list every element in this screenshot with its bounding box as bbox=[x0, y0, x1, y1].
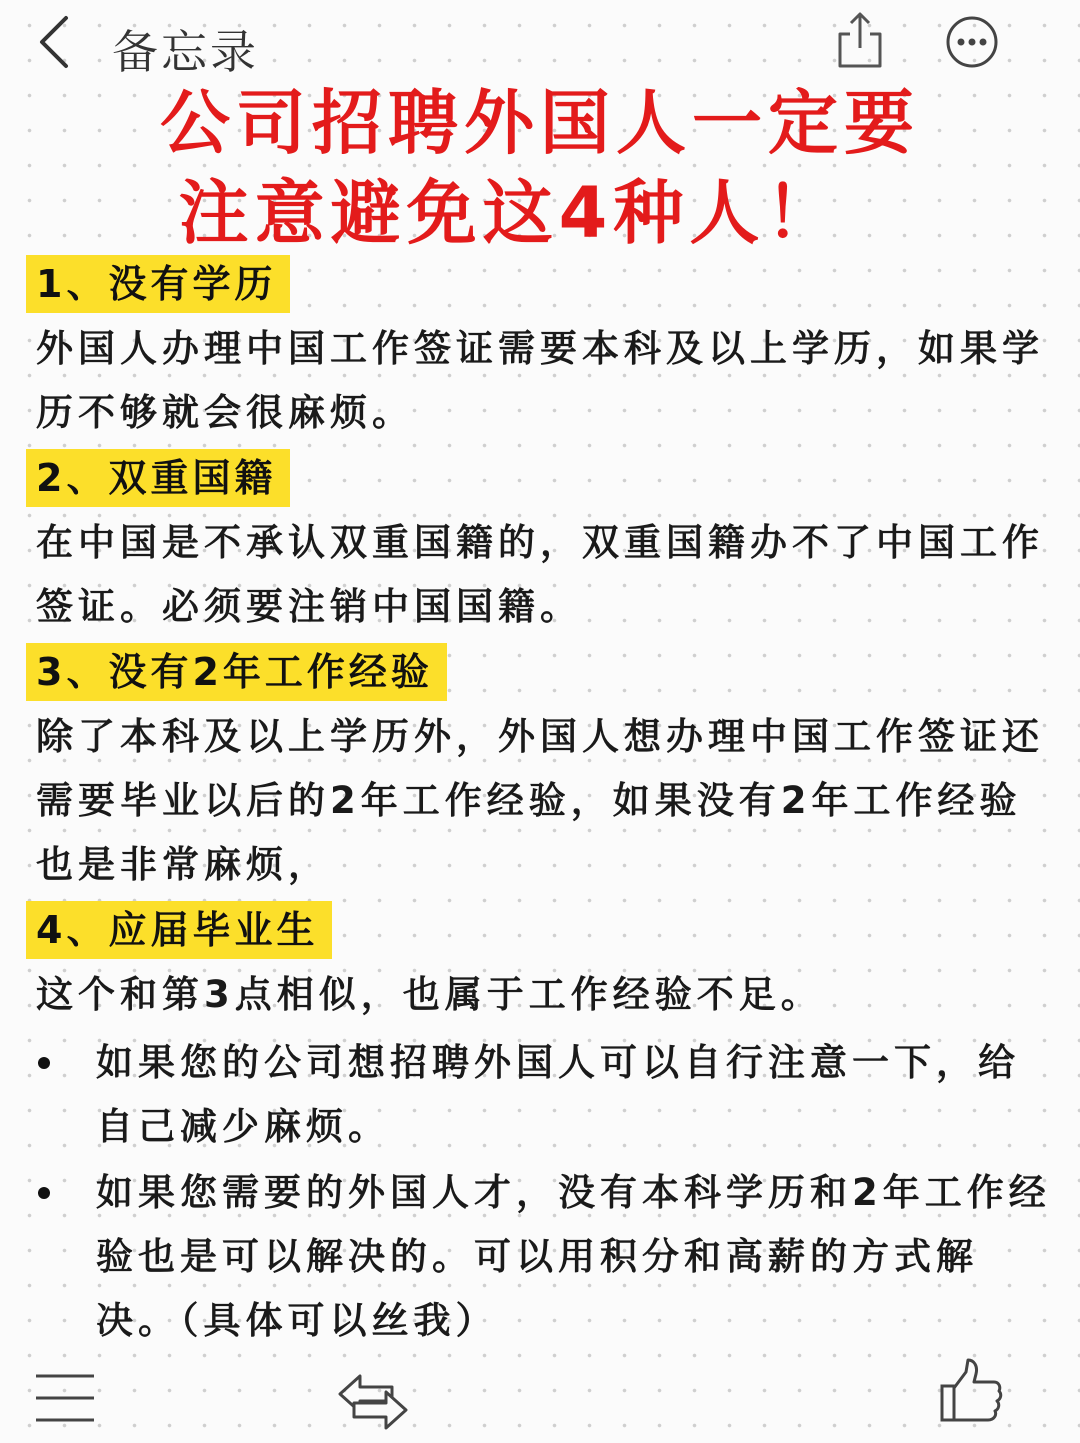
share-button[interactable] bbox=[832, 10, 888, 70]
section-text: 在中国是不承认双重国籍的，双重国籍办不了中国工作签证。必须要注销中国国籍。 bbox=[36, 521, 1044, 628]
bullet-item bbox=[26, 1161, 1056, 1353]
bullet-list bbox=[26, 1031, 1056, 1353]
section-heading: 3、没有2年工作经验 bbox=[26, 643, 447, 701]
title-line-2: 注意避免这4种人！ bbox=[178, 172, 842, 254]
swap-button[interactable] bbox=[336, 1372, 410, 1432]
bullet-text: 如果您需要的外国人才，没有本科学历和2年工作经验也是可以解决的。可以用积分和高薪的方式解决。（具体可以丝我） bbox=[96, 1171, 1051, 1342]
section-heading: 4、应届毕业生 bbox=[26, 901, 332, 959]
swap-arrows-icon bbox=[336, 1372, 410, 1432]
menu-icon bbox=[34, 1370, 96, 1426]
thumbs-up-icon bbox=[938, 1356, 1004, 1426]
note-body bbox=[26, 255, 1056, 1355]
note-title bbox=[0, 78, 1080, 258]
bottom-bar bbox=[0, 1350, 1080, 1443]
chevron-left-icon bbox=[30, 12, 80, 72]
section-text: 除了本科及以上学历外，外国人想办理中国工作签证还需要毕业以后的2年工作经验，如果没有2年工作经验也是非常麻烦， bbox=[36, 715, 1044, 886]
more-button[interactable] bbox=[944, 14, 1000, 70]
section-text: 外国人办理中国工作签证需要本科及以上学历，如果学历不够就会很麻烦。 bbox=[36, 327, 1044, 434]
section-1 bbox=[26, 255, 1056, 445]
more-icon bbox=[944, 14, 1000, 70]
back-button[interactable] bbox=[30, 12, 80, 72]
title-line-1: 公司招聘外国人一定要 bbox=[160, 82, 920, 164]
section-4 bbox=[26, 901, 1056, 1027]
bullet-dot-icon bbox=[38, 1187, 50, 1199]
like-button[interactable] bbox=[938, 1356, 1004, 1426]
bullet-text: 如果您的公司想招聘外国人可以自行注意一下，给自己减少麻烦。 bbox=[96, 1041, 1020, 1148]
top-bar bbox=[0, 0, 1080, 90]
section-2 bbox=[26, 449, 1056, 639]
bullet-dot-icon bbox=[38, 1057, 50, 1069]
share-icon bbox=[832, 10, 888, 70]
section-heading: 1、没有学历 bbox=[26, 255, 290, 313]
menu-button[interactable] bbox=[34, 1370, 96, 1426]
back-label[interactable]: 备忘录 bbox=[112, 25, 259, 79]
section-text: 这个和第3点相似，也属于工作经验不足。 bbox=[36, 973, 823, 1016]
section-3 bbox=[26, 643, 1056, 897]
section-heading: 2、双重国籍 bbox=[26, 449, 290, 507]
bullet-item bbox=[26, 1031, 1056, 1159]
